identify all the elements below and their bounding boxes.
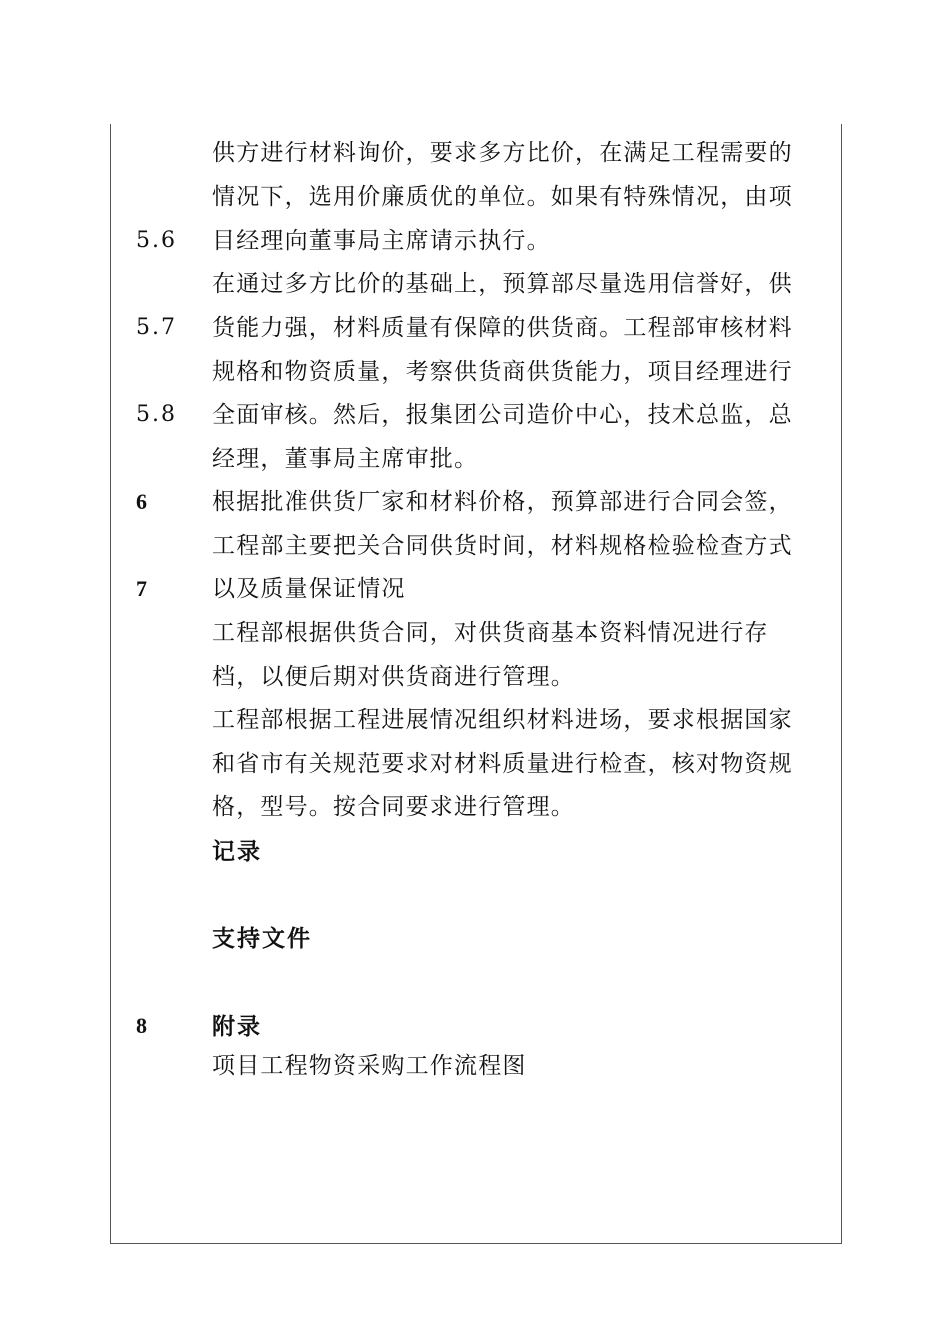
body-line: 规格和物资质量，考察供货商供货能力，项目经理进行 xyxy=(212,359,793,385)
body-line: 根据批准供货厂家和材料价格，预算部进行合同会签， xyxy=(212,489,793,515)
body-line: 目经理向董事局主席请示执行。 xyxy=(212,228,551,254)
body-line: 情况下，选用价廉质优的单位。如果有特殊情况，由项 xyxy=(212,184,793,210)
body-line: 经理，董事局主席审批。 xyxy=(212,446,479,472)
body-line: 档，以便后期对供货商进行管理。 xyxy=(212,664,575,690)
body-line: 全面审核。然后，报集团公司造价中心，技术总监，总 xyxy=(212,402,793,428)
section-number-6: 6 xyxy=(136,489,149,514)
body-line: 在通过多方比价的基础上，预算部尽量选用信誉好，供 xyxy=(212,271,793,297)
body-line: 以及质量保证情况 xyxy=(212,576,406,602)
heading-support-docs: 支持文件 xyxy=(212,925,312,952)
body-line: 和省市有关规范要求对材料质量进行检查，核对物资规 xyxy=(212,751,793,777)
body-line: 货能力强，材料质量有保障的供货商。工程部审核材料 xyxy=(212,315,793,341)
heading-appendix: 附录 xyxy=(212,1013,262,1040)
section-number-7: 7 xyxy=(136,576,149,601)
body-line: 供方进行材料询价，要求多方比价，在满足工程需要的 xyxy=(212,140,793,166)
section-number-5-8: 5.8 xyxy=(136,402,177,427)
section-number-5-7: 5.7 xyxy=(136,315,177,340)
body-line: 工程部根据供货合同，对供货商基本资料情况进行存 xyxy=(212,620,769,646)
body-line: 工程部主要把关合同供货时间，材料规格检验检查方式 xyxy=(212,533,793,559)
body-line: 工程部根据工程进展情况组织材料进场，要求根据国家 xyxy=(212,707,793,733)
section-number-8: 8 xyxy=(136,1013,149,1038)
appendix-item: 项目工程物资采购工作流程图 xyxy=(212,1053,527,1079)
heading-records: 记录 xyxy=(212,838,262,865)
body-line: 格，型号。按合同要求进行管理。 xyxy=(212,794,575,820)
section-number-5-6: 5.6 xyxy=(136,228,177,253)
